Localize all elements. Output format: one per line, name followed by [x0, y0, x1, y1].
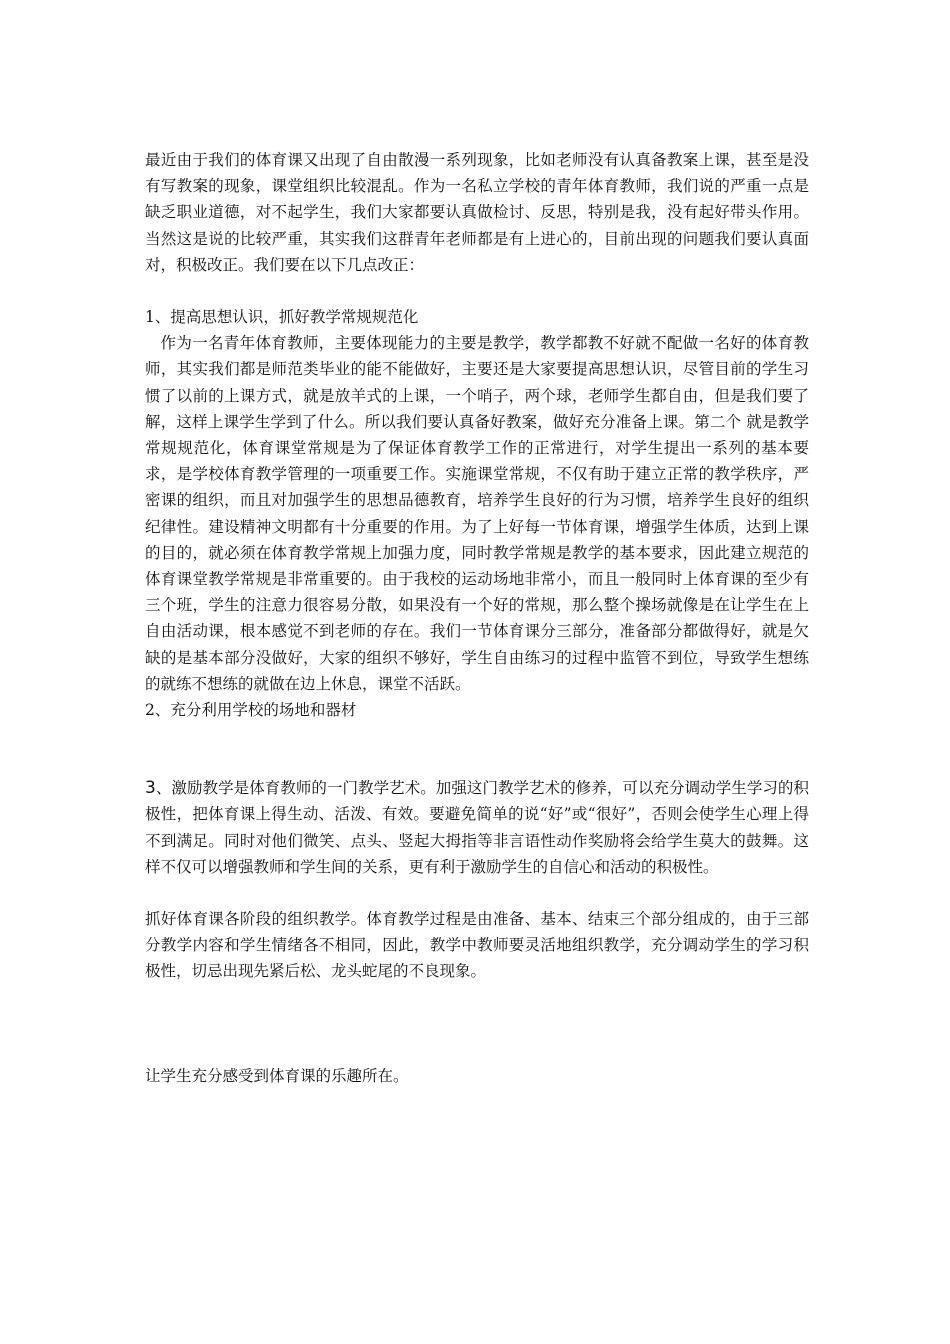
section-3-paragraph — [145, 775, 809, 880]
section-3-number: 3 — [145, 778, 156, 799]
paragraph-spacer — [145, 880, 809, 906]
paragraph-spacer — [145, 985, 809, 1063]
paragraph-spacer — [145, 278, 809, 304]
section-2-heading: 2、充分利用学校的场地和器材 — [145, 701, 357, 720]
paragraph-spacer — [145, 723, 809, 775]
closing-paragraph: 让学生充分感受到体育课的乐趣所在。 — [145, 1066, 409, 1085]
section-1-heading: 1、提高思想认识，抓好教学常规规范化 — [145, 308, 419, 327]
section-3-body: 、激励教学是体育教师的一门教学艺术。加强这门教学艺术的修养，可以充分调动学生学习的积极性，把体育课上得生动、活泼、有效。要避免简单的说“好”或“很好”，否则会使学生心理上得不到满足。同时对他们微笑、点头、竖起大拇指等非言语性动作奖励将会给学生莫大的鼓舞。这样不仅可以增强教师和学生间的关系，更有利于激励学生的自信心和活动的积极性。 — [145, 779, 809, 876]
intro-paragraph: 最近由于我们的体育课又出现了自由散漫一系列现象，比如老师没有认真备教案上课，甚至是没有写教案的现象，课堂组织比较混乱。作为一名私立学校的青年体育教师，我们说的严重一点是缺乏职业道德，对不起学生，我们大家都要认真做检讨、反思，特别是我，没有起好带头作用。当然这是说的比较严重，其实我们这群青年老师都是有上进心的，目前出现的问题我们要认真面对，积极改正。我们要在以下几点改正： — [145, 151, 809, 274]
section-1-body: 作为一名青年体育教师，主要体现能力的主要是教学，教学都教不好就不配做一名好的体育教师，其实我们都是师范类毕业的能不能做好，主要还是大家要提高思想认识，尽管目前的学生习惯了以前的上课方式，就是放羊式的上课，一个哨子，两个球，老师学生都自由，但是我们要了解，这样上课学生学到了什么。所以我们要认真备好教案，做好充分准备上课。第二个 就是教学常规规范化，体育课堂常规是为了保证体育教学工作的正常进行，对学生提出一系列的基本要求，是学校体育教学管理的一项重要工作。实施课堂常规，不仅有助于建立正常的教学秩序，严密课的组织，而且对加强学生的思想品德教育，培养学生良好的行为习惯，培养学生良好的组织纪律性。建设精神文明都有十分重要的作用。为了上好每一节体育课，增强学生体质，达到上课的目的，就必须在体育教学常规上加强力度，同时教学常规是教学的基本要求，因此建立规范的体育课堂教学常规是非常重要的。由于我校的运动场地非常小，而且一般同时上体育课的至少有三个班，学生的注意力很容易分散，如果没有一个好的常规，那么整个操场就像是在让学生在上自由活动课，根本感觉不到老师的存在。我们一节体育课分三部分，准备部分都做得好，就是欠缺的是基本部分没做好，大家的组织不够好，学生自由练习的过程中监管不到位，导致学生想练的就练不想练的就做在边上休息，课堂不活跃。 — [145, 334, 809, 693]
document-body — [145, 147, 809, 1089]
organization-paragraph: 抓好体育课各阶段的组织教学。体育教学过程是由准备、基本、结束三个部分组成的，由于三部分教学内容和学生情绪各不相同，因此，教学中教师要灵活地组织教学，充分调动学生的学习积极性，切忌出现先紧后松、龙头蛇尾的不良现象。 — [145, 910, 809, 981]
